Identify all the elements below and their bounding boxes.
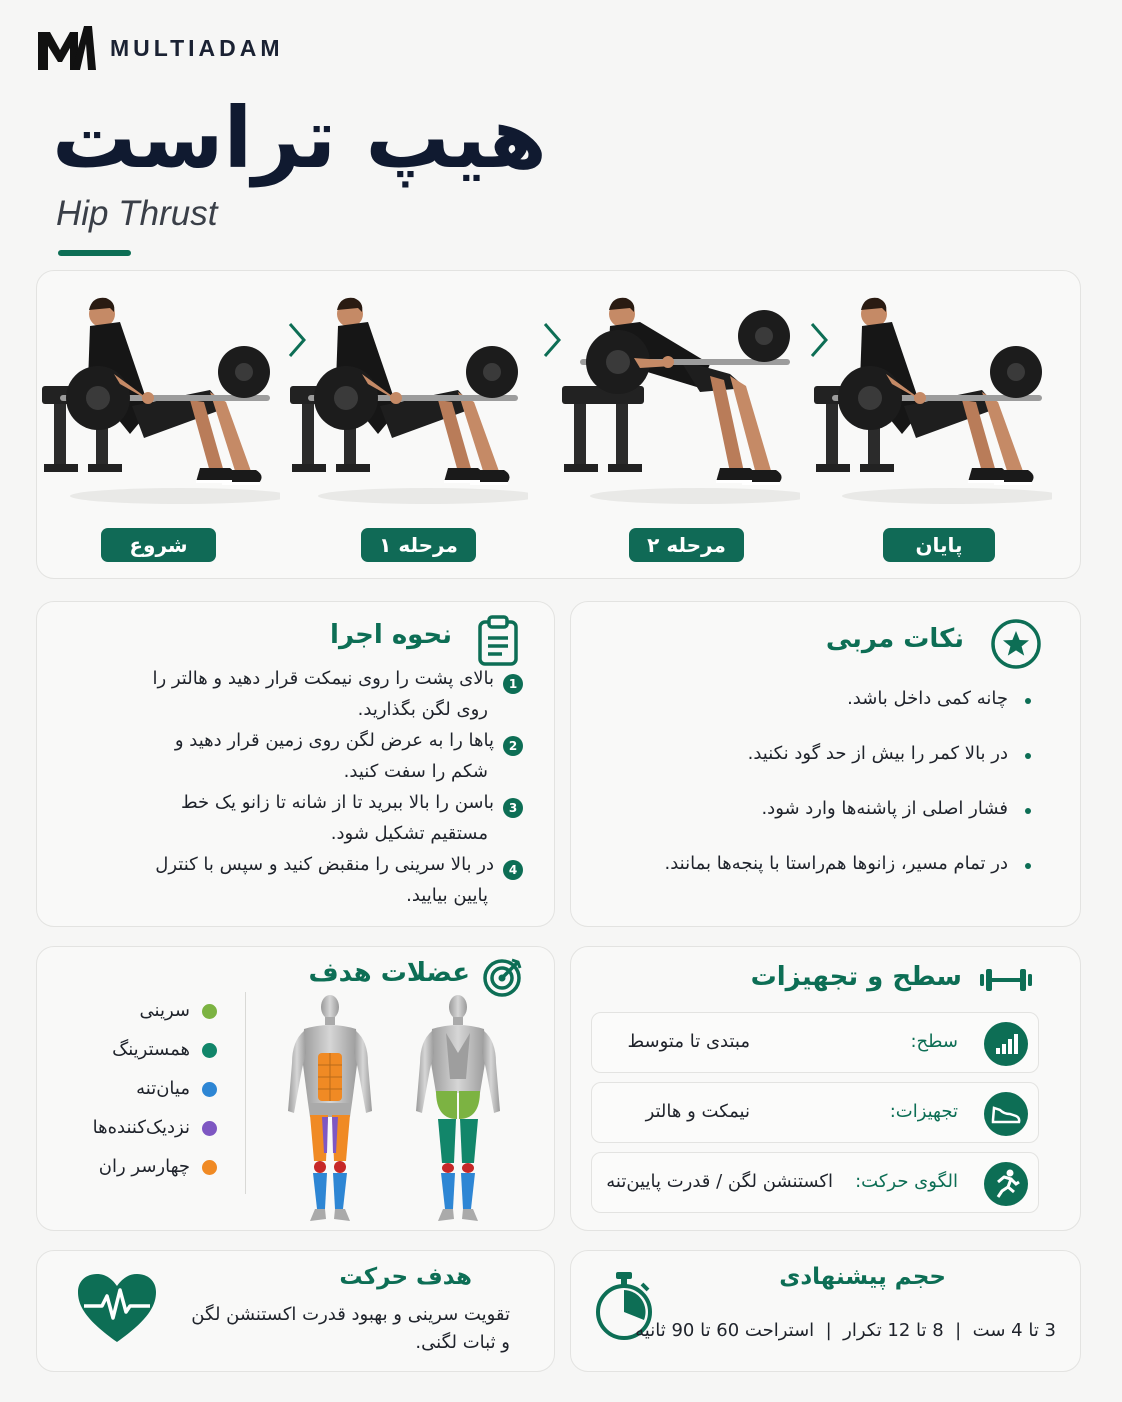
muscles-divider <box>245 992 246 1194</box>
page-subtitle: Hip Thrust <box>56 194 218 233</box>
equipment-row <box>591 1012 1039 1073</box>
tip-item: چانه کمی داخل باشد. <box>847 688 1008 709</box>
brand-name: MULTIADAM <box>110 34 284 61</box>
step-figure-4 <box>812 290 1052 510</box>
bullet-dot <box>1025 863 1031 869</box>
howto-item-line2: روی لگن بگذارید. <box>357 699 488 720</box>
equipment-title: سطح و تجهیزات <box>750 962 962 992</box>
howto-item-line1: در بالا سرینی را منقبض کنید و سپس با کنترل <box>155 854 494 875</box>
step-label-3: مرحله ۲ <box>629 528 744 562</box>
bullet-dot <box>1025 698 1031 704</box>
step-number-badge: 2 <box>503 736 523 756</box>
equipment-row-key: سطح: <box>910 1031 958 1052</box>
muscles-title: عضلات هدف <box>308 958 470 988</box>
howto-item-line1: پاها را به عرض لگن روی زمین قرار دهید و <box>174 730 494 751</box>
muscle-label: میان‌تنه <box>136 1078 190 1099</box>
equipment-row-key: تجهیزات: <box>889 1101 958 1122</box>
title-underline <box>58 250 131 256</box>
muscle-label: سرینی <box>139 1000 190 1021</box>
muscle-color-dot <box>202 1043 217 1058</box>
muscle-color-dot <box>202 1082 217 1097</box>
chevron-right-icon <box>808 320 830 360</box>
step-number-badge: 1 <box>503 674 523 694</box>
target-icon <box>482 956 524 998</box>
heart-pulse-icon <box>76 1272 158 1344</box>
running-person-icon <box>984 1162 1028 1206</box>
step-figure-3 <box>560 290 800 510</box>
step-figure-2 <box>288 290 528 510</box>
tip-item: در بالا کمر را بیش از حد گود نکنید. <box>747 743 1008 764</box>
chevron-right-icon <box>286 320 308 360</box>
anatomy-back-figure <box>410 993 506 1225</box>
muscle-label: نزدیک‌کننده‌ها <box>92 1117 190 1138</box>
howto-item-line2: شکم را سفت کنید. <box>343 761 488 782</box>
goal-text-line1: تقویت سرینی و بهبود قدرت اکستنشن لگن <box>191 1304 510 1325</box>
muscle-label: چهارسر ران <box>98 1156 190 1177</box>
muscle-label: همسترینگ <box>112 1039 190 1060</box>
volume-text: 3 تا 4 ست | 8 تا 12 تکرار | استراحت 60 تا 90 ثانیه <box>635 1320 1056 1341</box>
step-number-badge: 4 <box>503 860 523 880</box>
volume-title: حجم پیشنهادی <box>779 1264 946 1290</box>
tip-item: در تمام مسیر، زانوها هم‌راستا با پنجه‌ها بمانند. <box>664 853 1008 874</box>
equipment-row-key: الگوی حرکت: <box>855 1171 958 1192</box>
equipment-row <box>591 1152 1039 1213</box>
howto-item-line2: پایین بیایید. <box>406 885 488 906</box>
equipment-row-value: اکستنشن لگن / قدرت پایین‌تنه <box>606 1171 833 1192</box>
step-label-2: مرحله ۱ <box>361 528 476 562</box>
brand <box>36 22 284 74</box>
bullet-dot <box>1025 808 1031 814</box>
step-label-4: پایان <box>883 528 995 562</box>
sneaker-icon <box>984 1092 1028 1136</box>
step-number-badge: 3 <box>503 798 523 818</box>
equipment-row-value: مبتدی تا متوسط <box>627 1031 750 1052</box>
multiadam-logo-icon <box>36 24 98 72</box>
muscle-color-dot <box>202 1160 217 1175</box>
goal-text-line2: و ثبات لگنی. <box>415 1332 510 1353</box>
step-label-1: شروع <box>101 528 216 562</box>
goal-title: هدف حرکت <box>339 1264 472 1290</box>
howto-title: نحوه اجرا <box>330 620 452 650</box>
chevron-right-icon <box>541 320 563 360</box>
anatomy-front-figure <box>282 993 378 1225</box>
tip-item: فشار اصلی از پاشنه‌ها وارد شود. <box>761 798 1008 819</box>
step-figure-1 <box>40 290 280 510</box>
howto-item-line1: بالای پشت را روی نیمکت قرار دهید و هالتر را <box>152 668 494 689</box>
bullet-dot <box>1025 753 1031 759</box>
howto-item-line2: مستقیم تشکیل شود. <box>330 823 488 844</box>
muscle-color-dot <box>202 1121 217 1136</box>
muscle-color-dot <box>202 1004 217 1019</box>
signal-bars-icon <box>984 1022 1028 1066</box>
tips-title: نکات مربی <box>825 624 964 654</box>
howto-item-line1: باسن را بالا ببرید تا از شانه تا زانو یک خط <box>180 792 494 813</box>
equipment-row-value: نیمکت و هالتر <box>645 1101 750 1122</box>
star-badge-icon <box>990 618 1042 670</box>
clipboard-icon <box>476 614 520 666</box>
equipment-row <box>591 1082 1039 1143</box>
page-title: هیپ تراست <box>52 89 547 187</box>
dumbbell-icon <box>978 966 1034 994</box>
